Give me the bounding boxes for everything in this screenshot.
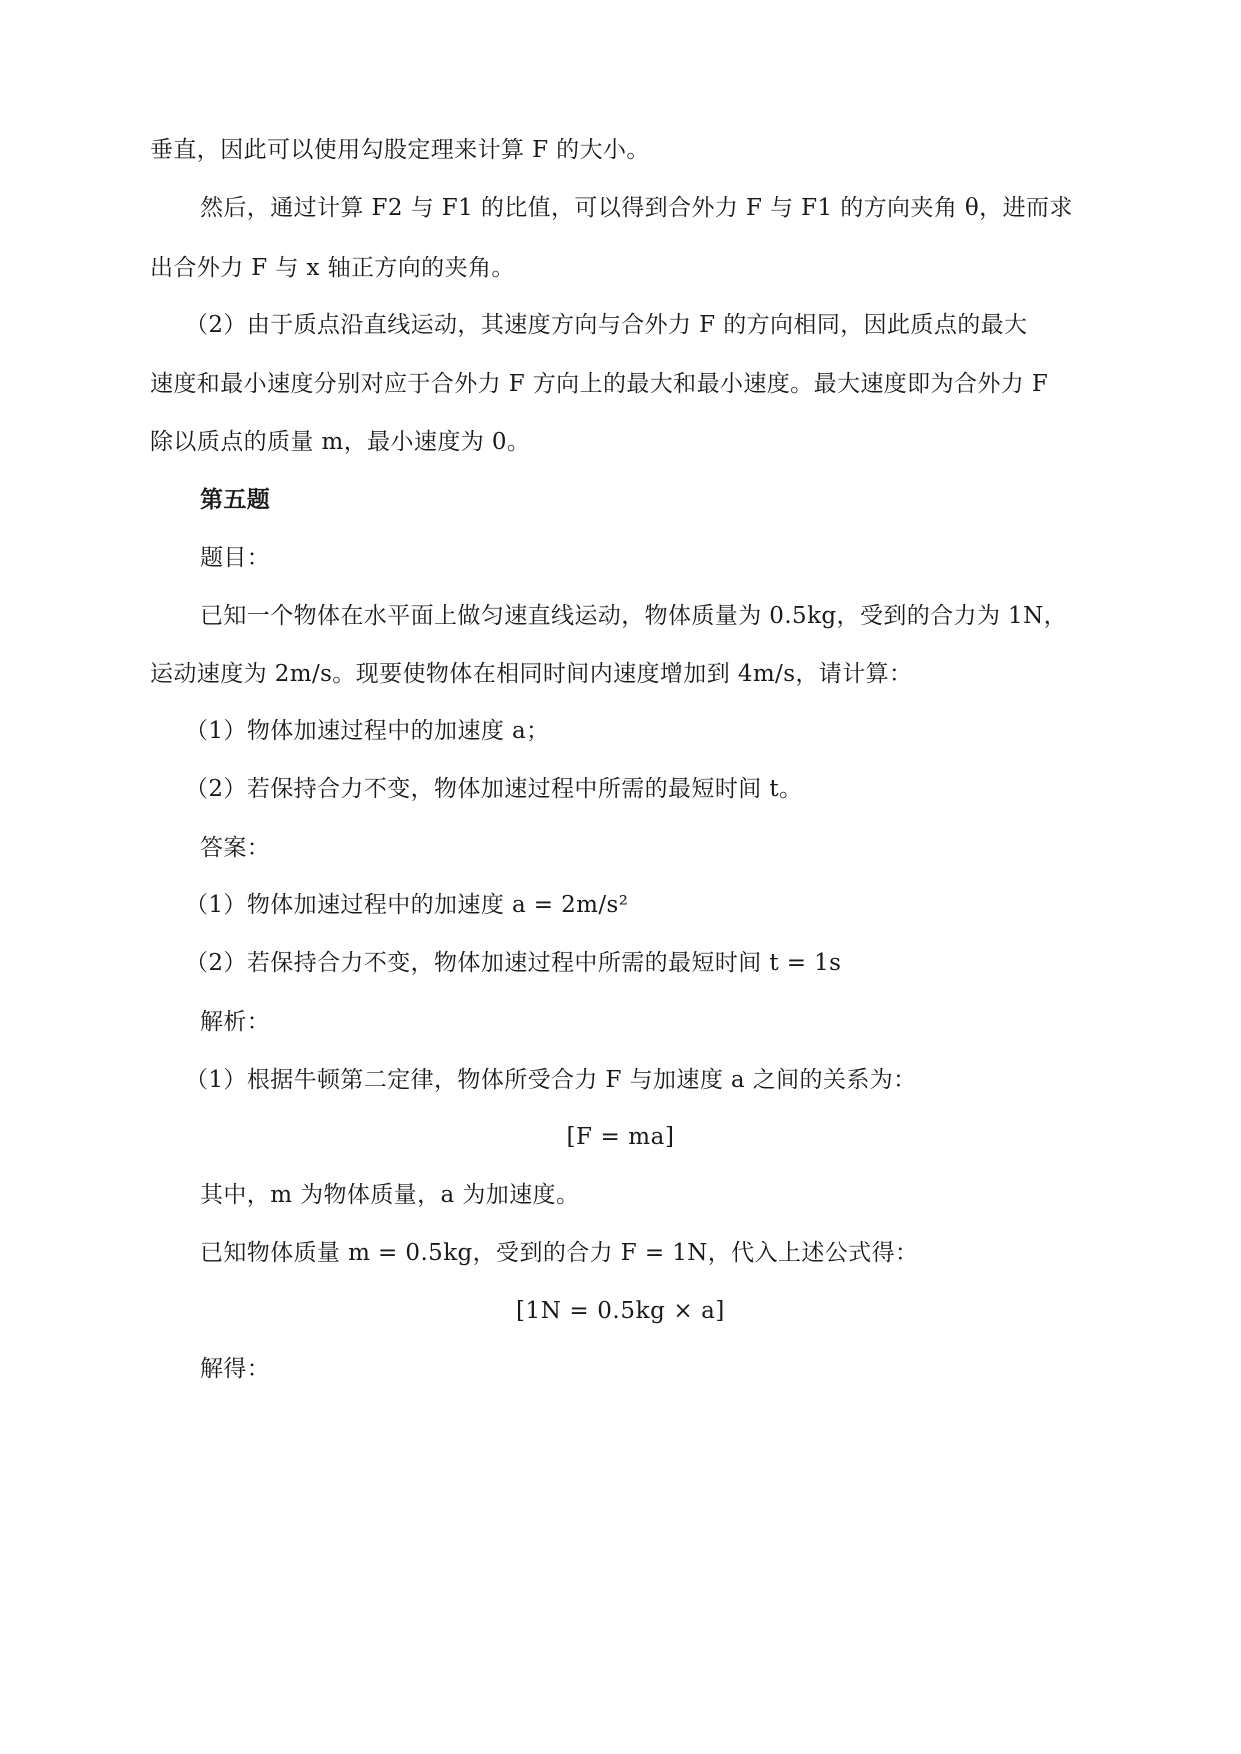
label-question: 题目： (200, 545, 271, 571)
paragraph-line: 速度和最小速度分别对应于合外力 F 方向上的最大和最小速度。最大速度即为合外力 F (150, 371, 1049, 397)
paragraph-line: 出合外力 F 与 x 轴正方向的夹角。 (150, 255, 515, 281)
paragraph-line: 除以质点的质量 m，最小速度为 0。 (150, 429, 531, 455)
question-item: （1）物体加速过程中的加速度 a； (185, 718, 550, 744)
formula: [F = ma] (566, 1124, 675, 1150)
paragraph-line: 已知物体质量 m = 0.5kg，受到的合力 F = 1N，代入上述公式得： (200, 1240, 919, 1266)
paragraph-line: 运动速度为 2m/s。现要使物体在相同时间内速度增加到 4m/s，请计算： (150, 661, 913, 687)
answer-item: （2）若保持合力不变，物体加速过程中所需的最短时间 t = 1s (185, 950, 842, 976)
question-item: （2）若保持合力不变，物体加速过程中所需的最短时间 t。 (185, 776, 803, 802)
formula: [1N = 0.5kg × a] (515, 1298, 726, 1324)
analysis-line: （1）根据牛顿第二定律，物体所受合力 F 与加速度 a 之间的关系为： (185, 1067, 917, 1093)
paragraph-line: 其中，m 为物体质量，a 为加速度。 (200, 1182, 580, 1208)
section-heading: 第五题 (200, 486, 271, 513)
label-solution: 解得： (200, 1356, 271, 1382)
paragraph-line: 垂直，因此可以使用勾股定理来计算 F 的大小。 (150, 137, 650, 163)
paragraph-line: 然后，通过计算 F2 与 F1 的比值，可以得到合外力 F 与 F1 的方向夹角 θ，进而求 (200, 195, 1073, 221)
label-analysis: 解析： (200, 1009, 271, 1035)
paragraph-line: （2）由于质点沿直线运动，其速度方向与合外力 F 的方向相同，因此质点的最大 (185, 312, 1028, 338)
answer-item: （1）物体加速过程中的加速度 a = 2m/s² (185, 892, 629, 918)
paragraph-line: 已知一个物体在水平面上做匀速直线运动，物体质量为 0.5kg，受到的合力为 1N， (200, 603, 1068, 629)
label-answer: 答案： (200, 835, 271, 861)
